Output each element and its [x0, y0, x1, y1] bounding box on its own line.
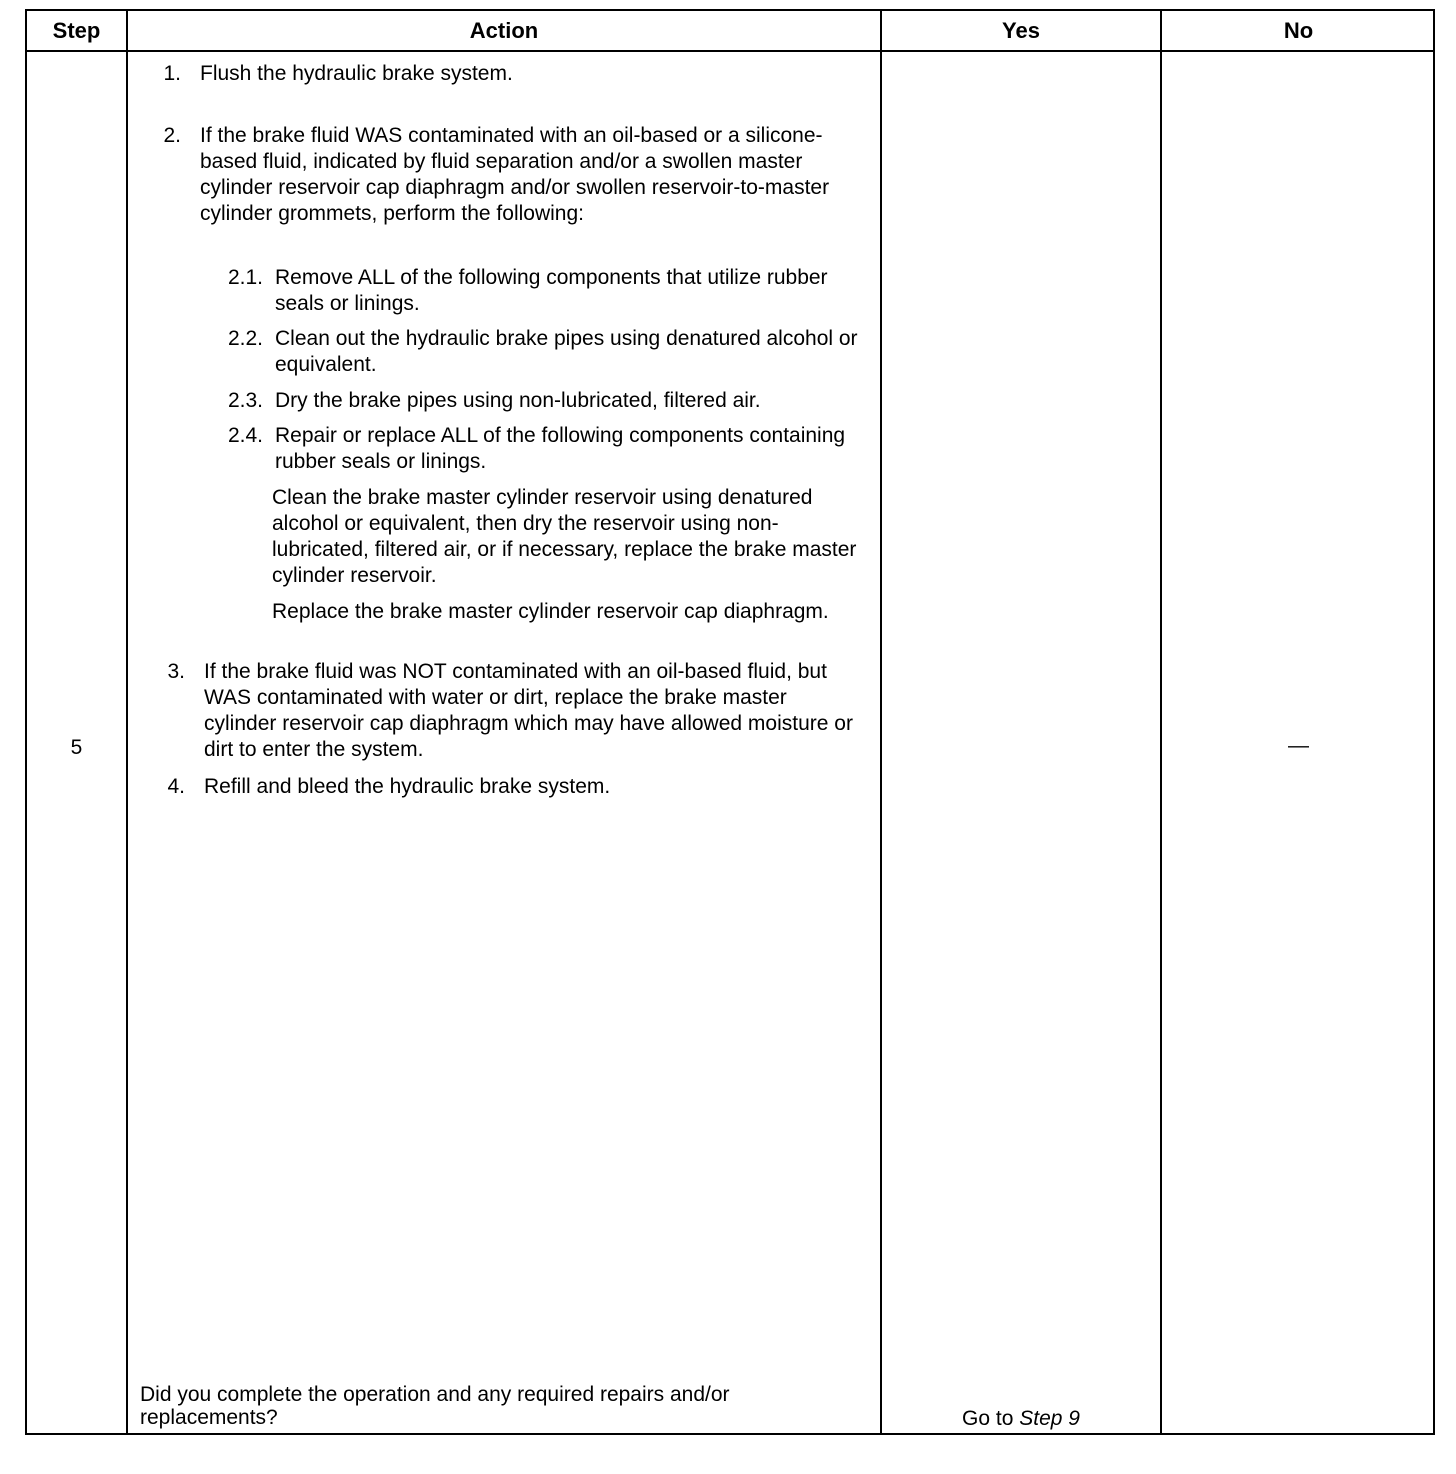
column-divider — [126, 11, 128, 1433]
action-item: Refill and bleed the hydraulic brake system. — [204, 775, 611, 798]
question: Did you complete the operation and any required repairs and/or replacements? — [140, 1383, 730, 1429]
header-yes: Yes — [1002, 17, 1040, 43]
action-note: Clean the brake master cylinder reservoir using denatured alcohol or equivalent, then dry the reservoir using non-lubricated, filtered air, or if necessary, replace the brake master cylinder reservoir. — [272, 486, 857, 587]
header-no: No — [1283, 17, 1314, 43]
header-step: Step — [52, 17, 101, 43]
yes-prefix: Go to — [962, 1407, 1014, 1430]
item-number: 2. — [163, 124, 181, 147]
procedure-table — [25, 9, 1435, 1435]
action-note: Replace the brake master cylinder reservoir cap diaphragm. — [272, 600, 829, 623]
action-item: If the brake fluid WAS contaminated with an oil-based or a silicone-based fluid, indicated by fluid separation and/or a swollen master cylinder reservoir cap diaphragm and/or swollen reservoir-to-master cylinder grommets, perform the following: — [200, 124, 830, 225]
header-divider — [27, 50, 1433, 52]
step-number: 5 — [70, 736, 83, 759]
action-item: Clean out the hydraulic brake pipes using denatured alcohol or equivalent. — [275, 327, 858, 376]
action-item: Repair or replace ALL of the following components containing rubber seals or linings. — [275, 424, 846, 473]
item-number: 2.2. — [227, 327, 263, 350]
no-result: — — [1288, 734, 1309, 757]
item-number: 4. — [167, 775, 185, 798]
column-divider — [1160, 11, 1162, 1433]
header-action: Action — [469, 17, 539, 43]
action-item: If the brake fluid was NOT contaminated with an oil-based fluid, but WAS contaminated with water or dirt, replace the brake master cylinder reservoir cap diaphragm which may have allowed moisture or dirt to enter the system. — [204, 660, 853, 761]
item-number: 3. — [167, 660, 185, 683]
item-number: 1. — [163, 62, 181, 85]
column-divider — [880, 11, 882, 1433]
item-number: 2.4. — [227, 424, 263, 447]
item-number: 2.1. — [227, 266, 263, 289]
action-item: Flush the hydraulic brake system. — [200, 62, 513, 85]
action-item: Dry the brake pipes using non-lubricated, filtered air. — [275, 389, 761, 412]
yes-result — [882, 1406, 1160, 1432]
item-number: 2.3. — [227, 389, 263, 412]
action-item: Remove ALL of the following components that utilize rubber seals or linings. — [275, 266, 828, 315]
step-reference-link[interactable]: Step 9 — [1019, 1407, 1080, 1430]
